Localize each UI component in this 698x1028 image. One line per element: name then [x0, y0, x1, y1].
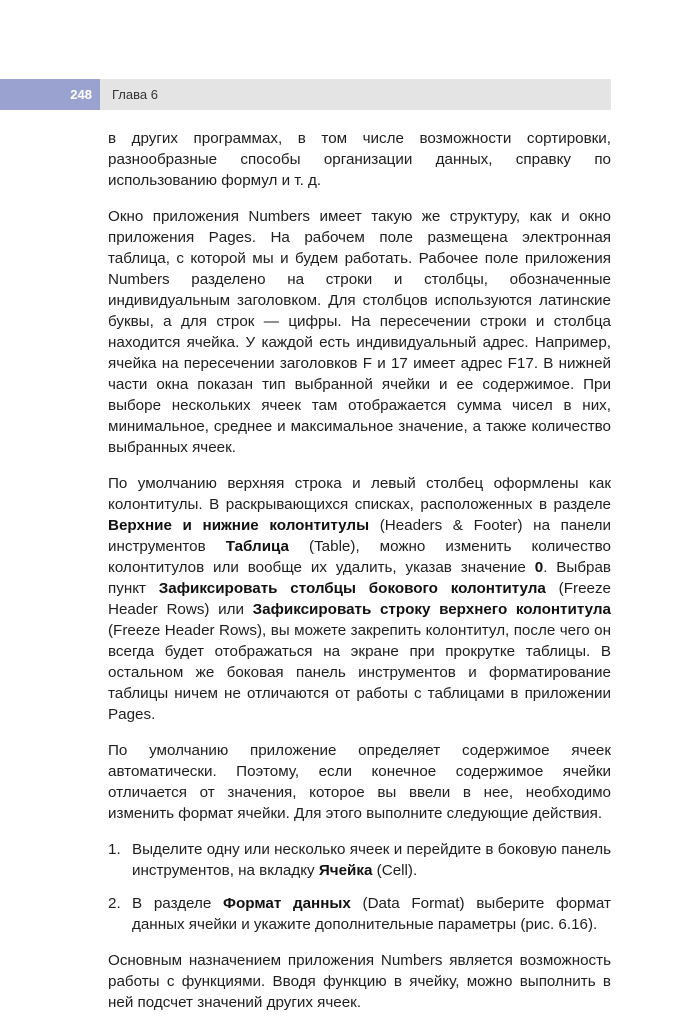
term-freeze-row: Зафиксировать строку верхнего колонтитула: [252, 601, 611, 618]
paragraph-4: По умолчанию приложение определяет содержимое ячеек автоматически. Поэтому, если конечное содержимое ячейки отличается от значения, которое вы ввели в нее, необходимо изменить формат ячейки. Для этого выполните следующие действия.: [108, 742, 611, 822]
step-number: 2.: [108, 895, 121, 912]
paragraph-3-text-4: . Выбрав пункт: [108, 559, 612, 597]
term-freeze-columns: Зафиксировать столбцы бокового колонтитула: [158, 580, 546, 597]
page-number: 248: [0, 79, 100, 110]
paragraph-5: Основным назначением приложения Numbers является возможность работы с функциями. Вводя функцию в ячейку, можно выполнить в ней подсчет значений других ячеек.: [108, 952, 611, 1011]
step-1-text-2: (Cell).: [372, 862, 418, 879]
paragraph-3-text-1: По умолчанию верхняя строка и левый столбец оформлены как колонтитулы. В раскрывающихся списках, расположенных в разделе: [108, 475, 611, 513]
paragraph-3-text-3: (Table), можно изменить количество колонтитулов или вообще их удалить, указав значение: [108, 538, 611, 576]
step-1-text-1: Выделите одну или несколько ячеек и перейдите в боковую панель инструментов, на вкладку: [132, 841, 611, 879]
running-header: [0, 79, 611, 110]
paragraph-1: в других программах, в том числе возможности сортировки, разнообразные способы организации данных, справку по использованию формул и т. д.: [108, 130, 611, 189]
step-text: [132, 893, 611, 935]
step-text: [132, 839, 611, 881]
paragraph-3: [108, 473, 611, 725]
term-headers-footers: Верхние и нижние колонтитулы: [108, 517, 370, 534]
term-table: Таблица: [225, 538, 290, 555]
step-2-text-1: В разделе: [132, 895, 224, 912]
paragraph-3-text-5: (Freeze Header Rows) или: [108, 580, 612, 618]
step-2-text-2: (Data Format) выберите формат данных ячейки и укажите дополнительные параметры (рис. 6.16).: [132, 895, 611, 933]
list-item: [108, 839, 611, 881]
steps-list: [108, 839, 611, 935]
term-cell: Ячейка: [318, 862, 373, 879]
step-number: 1.: [108, 841, 121, 858]
term-data-format: Формат данных: [223, 895, 351, 912]
paragraph-3-text-2: (Headers & Footer) на панели инструментов: [108, 517, 612, 555]
chapter-title: Глава 6: [112, 87, 158, 102]
paragraph-3-text-6: (Freeze Header Rows), вы можете закрепить колонтитул, после чего он всегда будет отображаться на экране при прокрутке таблицы. В остальном же боковая панель инструментов и форматирование таблицы ничем не отличаются от работы с таблицами в приложении Pages.: [108, 622, 611, 723]
term-zero: 0: [534, 559, 544, 576]
list-item: [108, 893, 611, 935]
page-body: [108, 128, 611, 1028]
paragraph-2: Окно приложения Numbers имеет такую же структуру, как и окно приложения Pages. На рабочем поле размещена электронная таблица, с которой мы и будем работать. Рабочее поле приложения Numbers разделено на строки и столбцы, обозначенные индивидуальным заголовком. Для столбцов используются латинские буквы, а для строк — цифры. На пересечении строки и столбца находится ячейка. У каждой есть индивидуальный адрес. Например, ячейка на пересечении заголовков F и 17 имеет адрес F17. В нижней части окна показан тип выбранной ячейки и ее содержимое. При выборе нескольких ячеек там отображается сумма чисел в них, минимальное, среднее и максимальное значение, а также количество выбранных ячеек.: [108, 208, 611, 456]
